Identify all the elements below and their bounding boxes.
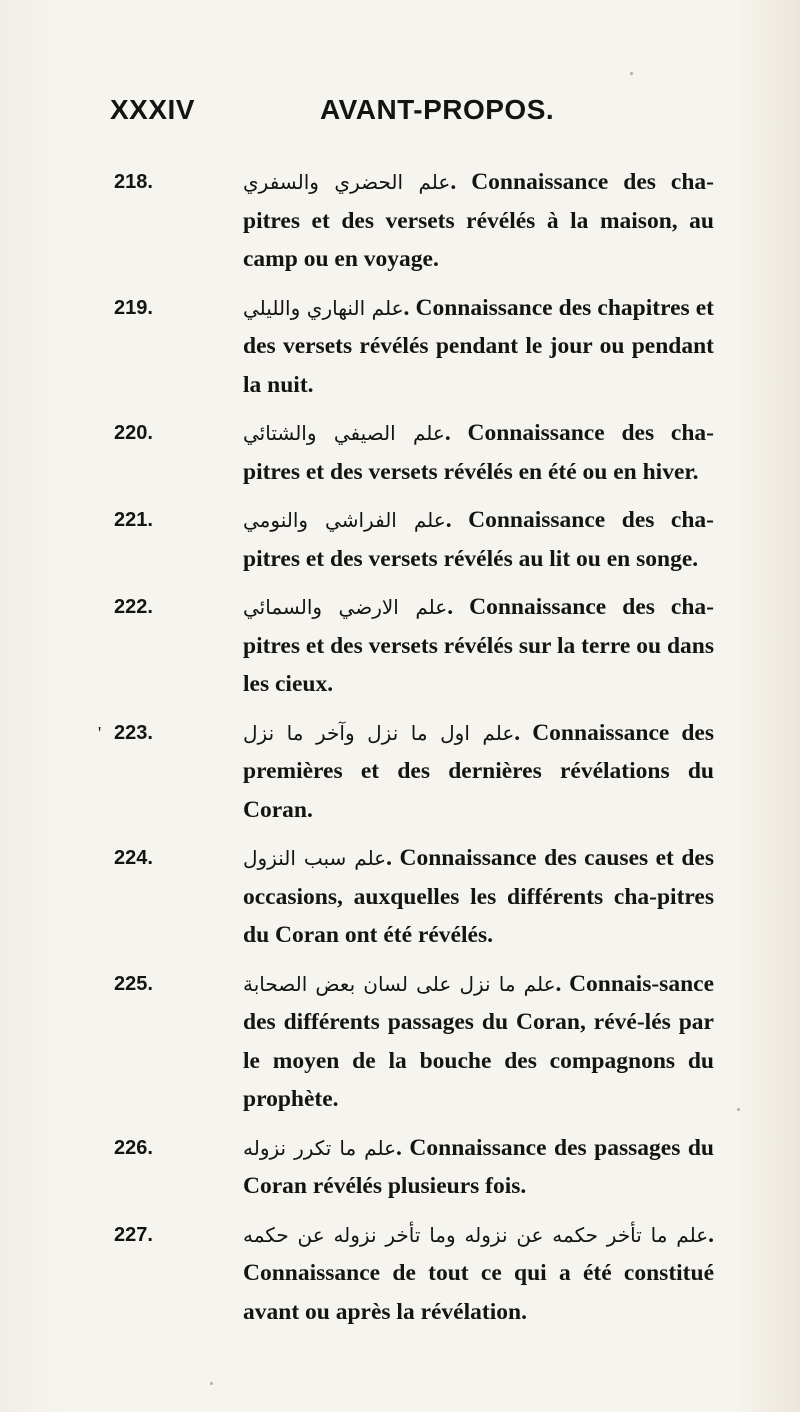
entry-text: Connaissance des premières et des dernières révélations du Coran. <box>243 719 715 823</box>
entry-227: 227. علم ما تأخر حكمه عن نزوله وما تأخر نزوله عن حكمه. Connaissance de tout ce qui a été constitué avant ou après la révélation. <box>114 1216 714 1332</box>
entry-223: ' 223. علم اول ما نزل وآخر ما نزل. Connaissance des premières et des dernières révélations du Coran. <box>114 714 714 830</box>
entry-222: 222. علم الارضي والسمائي. Connaissance des cha-pitres et des versets révélés sur la terre ou dans les cieux. <box>114 588 714 704</box>
arabic-heading: علم الارضي والسمائي <box>243 595 448 619</box>
entry-226: 226. علم ما تكرر نزوله. Connaissance des passages du Coran révélés plusieurs fois. <box>114 1129 714 1206</box>
entry-number: 220. <box>114 422 153 444</box>
margin-mark: ' <box>98 722 102 743</box>
entry-219: 219. علم النهاري والليلي. Connaissance des chapitres et des versets révélés pendant le jour ou pendant la nuit. <box>114 289 714 405</box>
entry-text: Connais-sance des différents passages du Coran, révé-lés par le moyen de la bouche des compagnons du prophète. <box>243 970 714 1112</box>
entry-text: Connaissance des cha-pitres et des versets révélés au lit ou en songe. <box>243 507 714 572</box>
entry-text: Connaissance des passages du Coran révélés plusieurs fois. <box>243 1134 714 1199</box>
entry-number: 221. <box>114 509 153 531</box>
entry-number: 219. <box>114 296 153 319</box>
paper-speck <box>630 72 633 75</box>
entry-number: 225. <box>114 972 153 995</box>
entry-number: 218. <box>114 171 153 193</box>
arabic-heading: علم الصيفي والشتائي <box>243 421 445 445</box>
entry-225: 225. علم ما نزل على لسان بعض الصحابة. Connais-sance des différents passages du Coran, révé-lés par le moyen de la bouche des compagnons du prophète. <box>114 965 714 1119</box>
entry-text: Connaissance des chapitres et des versets révélés pendant le jour ou pendant la nuit. <box>243 294 714 398</box>
entry-221: 221. علم الفراشي والنومي. Connaissance des cha-pitres et des versets révélés au lit ou en songe. <box>114 501 714 578</box>
running-title: AVANT-PROPOS. <box>320 94 555 125</box>
page-header <box>110 94 710 134</box>
entry-text: Connaissance des cha-pitres et des versets révélés sur la terre ou dans les cieux. <box>243 594 714 697</box>
entry-number: 222. <box>114 596 153 618</box>
arabic-heading: علم ما نزل على لسان بعض الصحابة <box>243 971 556 996</box>
arabic-heading: علم اول ما نزل وآخر ما نزل <box>243 720 515 745</box>
entry-text: Connaissance des cha-pitres et des versets révélés à la maison, au camp ou en voyage. <box>243 169 714 272</box>
arabic-heading: علم سبب النزول <box>243 846 387 870</box>
arabic-heading: علم ما تكرر نزوله <box>243 1135 397 1160</box>
entry-number: 227. <box>114 1223 153 1246</box>
paper-speck <box>737 1108 740 1111</box>
arabic-heading: علم ما تأخر حكمه عن نزوله وما تأخر نزوله عن حكمه <box>243 1222 709 1247</box>
entry-list <box>98 163 715 1341</box>
entry-number: 223. <box>114 721 153 744</box>
entry-text: Connaissance des cha-pitres et des versets révélés en été ou en hiver. <box>243 420 714 485</box>
arabic-heading: علم الفراشي والنومي <box>243 508 446 532</box>
arabic-heading: علم الحضري والسفري <box>243 170 451 194</box>
arabic-heading: علم النهاري والليلي <box>243 295 404 320</box>
entry-text: Connaissance de tout ce qui a été constitué avant ou après la révélation. <box>243 1260 714 1325</box>
entry-number: 226. <box>114 1136 153 1159</box>
paper-speck <box>210 1382 213 1385</box>
entry-number: 224. <box>114 847 153 869</box>
entry-224: 224. علم سبب النزول. Connaissance des causes et des occasions, auxquelles les différents cha-pitres du Coran ont été révélés. <box>114 839 714 955</box>
entry-220: 220. علم الصيفي والشتائي. Connaissance des cha-pitres et des versets révélés en été ou en hiver. <box>114 414 714 491</box>
entry-text: Connaissance des causes et des occasions, auxquelles les différents cha-pitres du Coran ont été révélés. <box>243 845 715 948</box>
page-folio: XXXIV <box>110 94 195 125</box>
entry-218: 218. علم الحضري والسفري. Connaissance des cha-pitres et des versets révélés à la maison, au camp ou en voyage. <box>114 163 714 279</box>
